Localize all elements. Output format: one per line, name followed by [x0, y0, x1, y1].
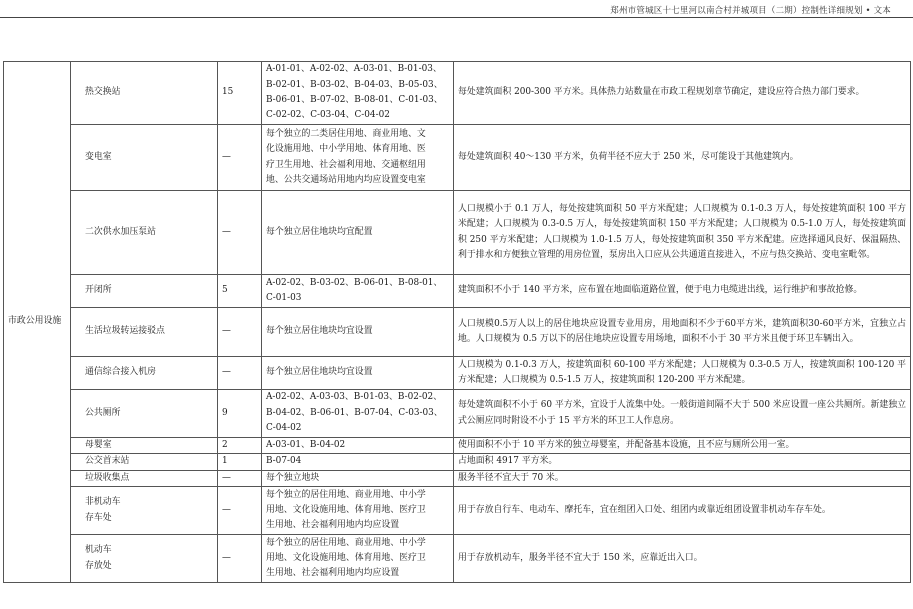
location-line: 每个独立的居住用地、商业用地、中小学	[266, 537, 426, 548]
facility-count-cell: —	[218, 470, 262, 486]
table-row	[4, 438, 911, 454]
facility-name-line: 存放处	[85, 560, 112, 571]
location-line: 生用地、社会福利用地内均应设置	[266, 568, 400, 579]
facility-requirement-cell: 每处建筑面积 40～130 平方米，负荷半径不应大于 250 米，尽可能设于其他建筑内。	[454, 125, 911, 191]
location-line: 化设施用地、中小学用地、体育用地、医	[266, 144, 426, 155]
facility-location-cell	[262, 191, 454, 275]
table-row	[4, 454, 911, 470]
location-line: A-03-01、B-04-02	[266, 440, 346, 450]
location-line: 用地、文化设施用地、体育用地、医疗卫	[266, 553, 426, 564]
facility-name-cell	[71, 487, 218, 535]
facility-name-cell: 生活垃圾转运接驳点	[71, 308, 218, 357]
facility-count-cell: 5	[218, 275, 262, 308]
facility-count-cell: —	[218, 308, 262, 357]
location-line: 疗卫生用地、社会福利用地、交通枢纽用	[266, 159, 426, 170]
facility-count-cell: —	[218, 487, 262, 535]
facility-requirement-cell: 人口规模为 0.1-0.3 万人，按建筑面积 60-100 平方米配建；人口规模为 0.3-0.5 万人，按建筑面积 100-120 平方米配建；人口规模为 0.5-1.5 万人，按建筑面积 120-200 平方米配建。	[454, 357, 911, 390]
location-line: B-04-02、B-06-01、B-07-04、C-03-03、	[266, 407, 443, 418]
facility-location-cell	[262, 487, 454, 535]
location-line: 每个独立地块	[266, 472, 320, 483]
facility-name-cell: 开闭所	[71, 275, 218, 308]
facility-count-cell: 2	[218, 438, 262, 454]
facility-count-cell: 15	[218, 62, 262, 125]
facility-count-cell: —	[218, 535, 262, 583]
facility-name-cell: 变电室	[71, 125, 218, 191]
facility-location-cell	[262, 390, 454, 438]
facility-requirement-cell: 人口规模小于 0.1 万人，每处按建筑面积 50 平方米配建；人口规模为 0.1-0.3 万人，每处按建筑面积 100 平方米配建；人口规模为 0.3-0.5 万人，每处按建筑面积 150 平方米配建；人口规模为 0.5-1.0 万人，每处按建筑面积 250 平方米配建；人口规模为 1.0-1.5 万人，每处按建筑面积 350 平方米配建。应选择通风良好、保温隔热、利于排水和方便独立管理的用房位置，泵房出入口应从公共通道直接进入，不应与热交换站、变电室毗邻。	[454, 191, 911, 275]
facility-name-line: 存车处	[85, 512, 112, 523]
table-row	[4, 308, 911, 357]
facility-requirement-cell: 用于存放自行车、电动车、摩托车，宜在组团入口处、组团内或靠近组团设置非机动车存车处。	[454, 487, 911, 535]
document-header-title: 郑州市管城区十七里河以南合村并城项目（二期）控制性详细规划 • 文本	[610, 6, 891, 16]
facility-requirement-cell: 建筑面积不小于 140 平方米，应布置在地面临道路位置，便于电力电缆进出线，运行维护和事故抢修。	[454, 275, 911, 308]
table-row	[4, 487, 911, 535]
facility-requirement-cell: 每处建筑面积不小于 60 平方米，宜设于人流集中处。一般街道间隔不大于 500 米应设置一座公共厕所。新建独立式公厕应同时附设不小于 15 平方米的环卫工人作息房。	[454, 390, 911, 438]
facility-requirement-cell: 占地面积 4917 平方米。	[454, 454, 911, 470]
table-row	[4, 125, 911, 191]
location-line: 生用地、社会福利用地内均应设置	[266, 520, 400, 531]
facility-name-cell: 通信综合接入机房	[71, 357, 218, 390]
location-line: 每个独立的二类居住用地、商业用地、文	[266, 128, 426, 139]
location-line: 每个独立居住地块均宜设置	[266, 326, 373, 337]
location-line: B-06-01、B-07-02、B-08-01、C-01-03、	[266, 95, 443, 105]
facility-requirement-cell: 每处建筑面积 200-300 平方米。具体热力站数量在市政工程规划章节确定，建设应符合热力部门要求。	[454, 62, 911, 125]
facility-table	[3, 61, 911, 583]
facility-name-cell: 热交换站	[71, 62, 218, 125]
table-row	[4, 390, 911, 438]
facility-requirement-cell: 用于存放机动车，服务半径不宜大于 150 米，应靠近出入口。	[454, 535, 911, 583]
location-line: 用地、文化设施用地、体育用地、医疗卫	[266, 505, 426, 516]
facility-name-cell: 公交首末站	[71, 454, 218, 470]
facility-location-cell	[262, 470, 454, 486]
facility-count-cell: 9	[218, 390, 262, 438]
facility-location-cell	[262, 275, 454, 308]
facility-location-cell	[262, 535, 454, 583]
facility-name-line: 机动车	[85, 545, 112, 556]
facility-name-cell: 垃圾收集点	[71, 470, 218, 486]
table-row	[4, 357, 911, 390]
facility-name-cell: 公共厕所	[71, 390, 218, 438]
facility-location-cell	[262, 308, 454, 357]
table-row	[4, 535, 911, 583]
table-row	[4, 191, 911, 275]
location-line: B-07-04	[266, 456, 302, 467]
facility-requirement-cell: 使用面积不小于 10 平方米的独立母婴室，并配备基本设施，且不应与厕所公用一室。	[454, 438, 911, 454]
facility-name-cell	[71, 535, 218, 583]
location-line: 每个独立居住地块均宜设置	[266, 367, 373, 378]
facility-name-cell: 母婴室	[71, 438, 218, 454]
location-line: A-01-01、A-02-02、A-03-01、B-01-03、	[266, 64, 442, 75]
facility-location-cell	[262, 454, 454, 470]
location-line: A-02-02、A-03-03、B-01-03、B-02-02、	[266, 392, 443, 403]
facility-name-line: 非机动车	[85, 497, 121, 508]
facility-requirement-cell: 服务半径不宜大于 70 米。	[454, 470, 911, 486]
table-row	[4, 62, 911, 125]
facility-name-cell: 二次供水加压泵站	[71, 191, 218, 275]
location-line: A-02-02、B-03-02、B-06-01、B-08-01、	[266, 277, 443, 288]
location-line: B-02-01、B-03-02、B-04-03、B-05-03、	[266, 79, 443, 90]
facility-location-cell	[262, 357, 454, 390]
location-line: 每个独立的居住用地、商业用地、中小学	[266, 489, 426, 500]
location-line: 地、公共交通场站用地内均应设置变电室	[266, 174, 426, 185]
facility-count-cell: —	[218, 357, 262, 390]
category-cell: 市政公用设施	[4, 62, 71, 583]
facility-location-cell	[262, 438, 454, 454]
facility-location-cell	[262, 62, 454, 125]
table-row	[4, 275, 911, 308]
location-line: 每个独立居住地块均宜配置	[266, 226, 373, 237]
header-divider	[0, 17, 913, 18]
facility-count-cell: —	[218, 191, 262, 275]
location-line: C-02-02、C-03-04、C-04-02	[266, 110, 390, 121]
table-row	[4, 470, 911, 486]
facility-requirement-cell: 人口规模0.5万人以上的居住地块应设置专业用房，用地面积不少于60平方米，建筑面积30-60平方米，宜独立占地。人口规模为 0.5 万以下的居住地块应设置专用场地，面积不小于 30 平方米且便于环卫车辆出入。	[454, 308, 911, 357]
facility-location-cell	[262, 125, 454, 191]
facility-count-cell: 1	[218, 454, 262, 470]
location-line: C-04-02	[266, 423, 302, 434]
facility-count-cell: —	[218, 125, 262, 191]
location-line: C-01-03	[266, 293, 302, 303]
